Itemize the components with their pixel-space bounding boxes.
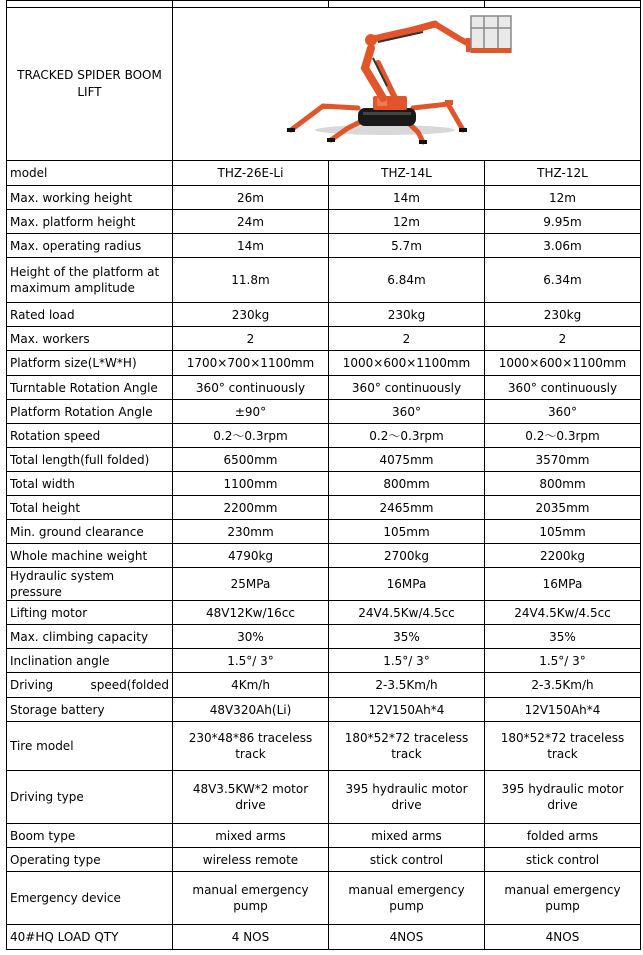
row-value: 395 hydraulic motor drive <box>485 771 641 824</box>
row-value: 230kg <box>485 303 641 327</box>
table-row <box>7 186 641 210</box>
row-value: 12V150Ah*4 <box>329 698 485 722</box>
table-row <box>7 234 641 258</box>
row-value: 48V12Kw/16cc <box>173 601 329 625</box>
row-value: stick control <box>329 848 485 872</box>
table-row <box>7 673 641 698</box>
row-value: THZ-26E-Li <box>173 161 329 186</box>
table-row <box>7 303 641 327</box>
row-value: 14m <box>329 186 485 210</box>
row-label: Whole machine weight <box>7 544 173 568</box>
row-value: 360° <box>485 400 641 424</box>
row-value: 2035mm <box>485 496 641 520</box>
table-row <box>7 771 641 824</box>
row-value: 2-3.5Km/h <box>329 673 485 698</box>
row-value: 30% <box>173 625 329 649</box>
table-row <box>7 424 641 448</box>
row-value: 26m <box>173 186 329 210</box>
row-label: Boom type <box>7 824 173 848</box>
row-label: Max. workers <box>7 327 173 351</box>
row-value: 1.5°/ 3° <box>173 649 329 673</box>
row-value: 2 <box>329 327 485 351</box>
row-label: Rated load <box>7 303 173 327</box>
work-basket <box>471 16 511 52</box>
table-row <box>7 544 641 568</box>
table-row <box>7 472 641 496</box>
row-value: 12m <box>485 186 641 210</box>
row-value: 4 NOS <box>173 925 329 950</box>
row-label: 40#HQ LOAD QTY <box>7 925 173 950</box>
row-value: 14m <box>173 234 329 258</box>
row-label: Hydraulic system pressure <box>7 568 173 601</box>
row-value: stick control <box>485 848 641 872</box>
row-value: 2 <box>485 327 641 351</box>
row-value: 230kg <box>329 303 485 327</box>
row-value: 1000×600×1100mm <box>485 351 641 376</box>
table-row <box>7 520 641 544</box>
row-value: 1.5°/ 3° <box>329 649 485 673</box>
row-label <box>7 673 173 698</box>
row-value: 4NOS <box>485 925 641 950</box>
row-value: THZ-12L <box>485 161 641 186</box>
row-label: Driving type <box>7 771 173 824</box>
row-value: 1100mm <box>173 472 329 496</box>
row-label: Total length(full folded) <box>7 448 173 472</box>
table-row <box>7 848 641 872</box>
row-value: 5.7m <box>329 234 485 258</box>
row-value: 2700kg <box>329 544 485 568</box>
row-label: Total height <box>7 496 173 520</box>
row-value: mixed arms <box>329 824 485 848</box>
row-value: 12V150Ah*4 <box>485 698 641 722</box>
product-header-row <box>7 8 641 161</box>
row-label: Platform size(L*W*H) <box>7 351 173 376</box>
row-label: Tire model <box>7 722 173 771</box>
row-value: manual emergency pump <box>329 872 485 925</box>
spec-table <box>6 0 641 950</box>
table-row <box>7 210 641 234</box>
row-label: Rotation speed <box>7 424 173 448</box>
table-row <box>7 400 641 424</box>
row-value: 16MPa <box>485 568 641 601</box>
row-value: 105mm <box>329 520 485 544</box>
row-label: Inclination angle <box>7 649 173 673</box>
row-value: 16MPa <box>329 568 485 601</box>
row-label: Operating type <box>7 848 173 872</box>
row-value: 1700×700×1100mm <box>173 351 329 376</box>
row-value: manual emergency pump <box>485 872 641 925</box>
row-value: 4Km/h <box>173 673 329 698</box>
row-value: 0.2～0.3rpm <box>329 424 485 448</box>
spec-sheet <box>6 0 640 950</box>
row-value: THZ-14L <box>329 161 485 186</box>
row-value: 2200mm <box>173 496 329 520</box>
row-value: 800mm <box>485 472 641 496</box>
row-value: 6.34m <box>485 258 641 303</box>
track-chassis <box>358 108 416 126</box>
spider-lift-illustration <box>173 8 641 156</box>
row-value: 800mm <box>329 472 485 496</box>
row-value: 360° continuously <box>485 376 641 400</box>
row-value: 24V4.5Kw/4.5cc <box>485 601 641 625</box>
row-value: 180*52*72 traceless track <box>329 722 485 771</box>
row-label: Height of the platform at maximum amplitude <box>7 258 173 303</box>
row-label: Lifting motor <box>7 601 173 625</box>
table-row <box>7 376 641 400</box>
row-label: Total width <box>7 472 173 496</box>
row-value: 360° continuously <box>329 376 485 400</box>
row-label: Max. platform height <box>7 210 173 234</box>
row-label: model <box>7 161 173 186</box>
table-row <box>7 872 641 925</box>
table-row <box>7 698 641 722</box>
row-value: 2-3.5Km/h <box>485 673 641 698</box>
row-value: folded arms <box>485 824 641 848</box>
row-value: 2 <box>173 327 329 351</box>
table-row <box>7 448 641 472</box>
row-value: 35% <box>329 625 485 649</box>
row-value: 230kg <box>173 303 329 327</box>
row-value: 2200kg <box>485 544 641 568</box>
table-row <box>7 601 641 625</box>
row-value: 12m <box>329 210 485 234</box>
product-name: TRACKED SPIDER BOOM LIFT <box>7 8 173 161</box>
row-value: 0.2～0.3rpm <box>173 424 329 448</box>
row-value: 360° continuously <box>173 376 329 400</box>
table-row <box>7 625 641 649</box>
row-value: manual emergency pump <box>173 872 329 925</box>
row-value: 6.84m <box>329 258 485 303</box>
row-value: 230mm <box>173 520 329 544</box>
table-top-edge <box>7 1 641 8</box>
row-value: 48V320Ah(Li) <box>173 698 329 722</box>
row-label: Emergency device <box>7 872 173 925</box>
table-row <box>7 824 641 848</box>
row-label-text: Driving speed(folded <box>10 678 169 692</box>
row-label: Max. working height <box>7 186 173 210</box>
row-value: mixed arms <box>173 824 329 848</box>
row-label: Max. climbing capacity <box>7 625 173 649</box>
row-value: 4790kg <box>173 544 329 568</box>
row-value: 1.5°/ 3° <box>485 649 641 673</box>
table-row <box>7 925 641 950</box>
row-value: ±90° <box>173 400 329 424</box>
row-value: wireless remote <box>173 848 329 872</box>
table-row <box>7 351 641 376</box>
row-value: 35% <box>485 625 641 649</box>
row-value: 2465mm <box>329 496 485 520</box>
row-value: 24m <box>173 210 329 234</box>
row-value: 3570mm <box>485 448 641 472</box>
table-row <box>7 258 641 303</box>
row-value: 6500mm <box>173 448 329 472</box>
table-row <box>7 161 641 186</box>
table-row <box>7 327 641 351</box>
table-row <box>7 568 641 601</box>
row-label: Platform Rotation Angle <box>7 400 173 424</box>
row-value: 395 hydraulic motor drive <box>329 771 485 824</box>
row-value: 230*48*86 traceless track <box>173 722 329 771</box>
product-image-cell <box>173 8 641 161</box>
row-value: 11.8m <box>173 258 329 303</box>
row-value: 360° <box>329 400 485 424</box>
row-label: Max. operating radius <box>7 234 173 258</box>
row-value: 1000×600×1100mm <box>329 351 485 376</box>
row-value: 105mm <box>485 520 641 544</box>
row-value: 0.2～0.3rpm <box>485 424 641 448</box>
row-label: Min. ground clearance <box>7 520 173 544</box>
table-row <box>7 649 641 673</box>
row-value: 24V4.5Kw/4.5cc <box>329 601 485 625</box>
row-value: 9.95m <box>485 210 641 234</box>
row-value: 3.06m <box>485 234 641 258</box>
row-value: 4075mm <box>329 448 485 472</box>
row-label: Storage battery <box>7 698 173 722</box>
table-row <box>7 722 641 771</box>
row-label: Turntable Rotation Angle <box>7 376 173 400</box>
row-value: 4NOS <box>329 925 485 950</box>
row-value: 48V3.5KW*2 motor drive <box>173 771 329 824</box>
row-value: 180*52*72 traceless track <box>485 722 641 771</box>
row-value: 25MPa <box>173 568 329 601</box>
table-row <box>7 496 641 520</box>
